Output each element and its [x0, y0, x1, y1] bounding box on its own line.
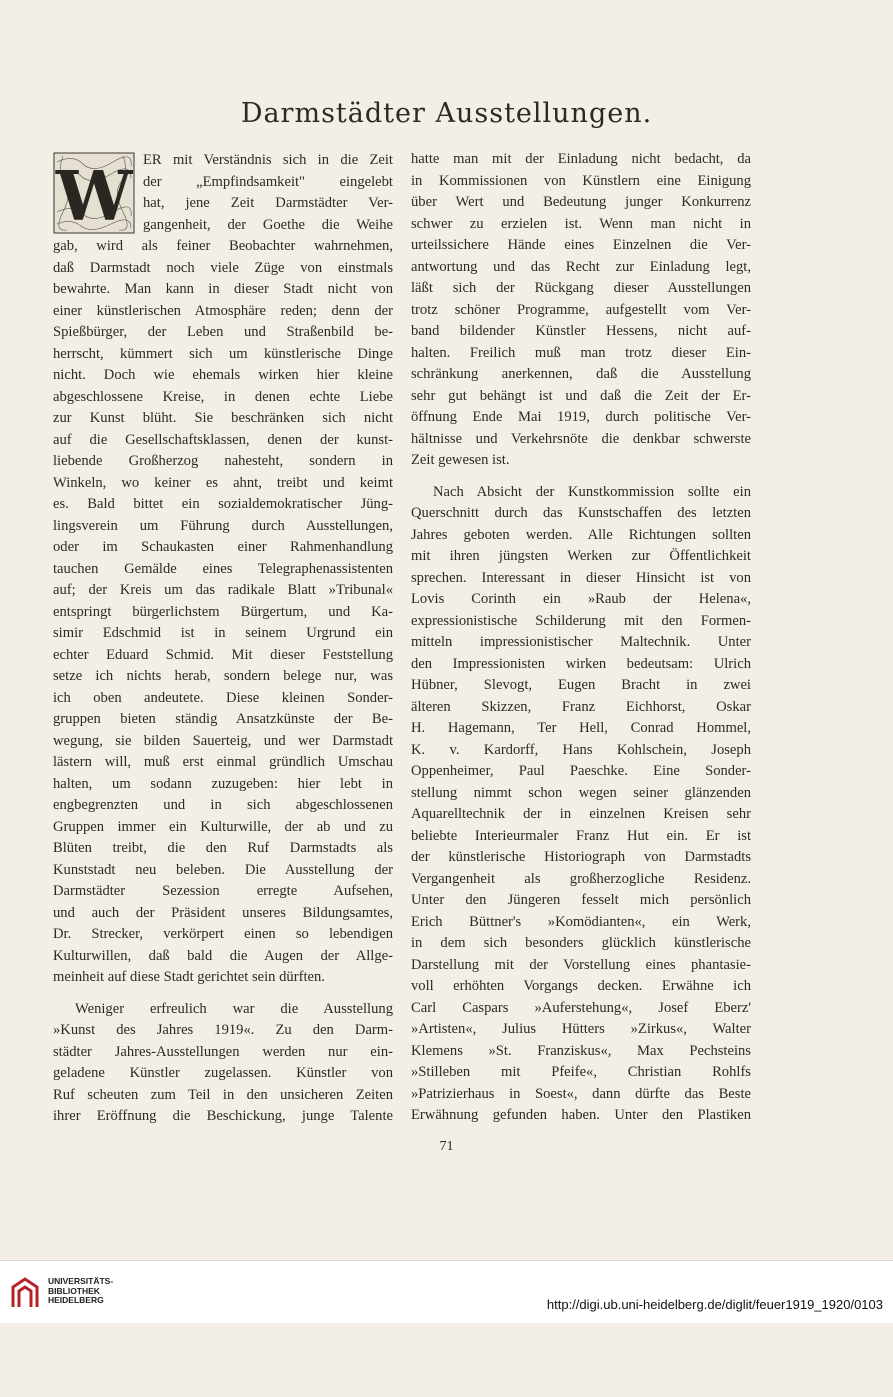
text-line: Darmstädter Sezession erregte Aufsehen, [53, 883, 393, 899]
text-line: gab, wird als feiner Beobachter wahrnehmen, [53, 238, 393, 254]
library-logo-icon [10, 1277, 40, 1311]
text-line: hatte man mit der Einladung nicht bedacht, da [411, 151, 751, 167]
text-line: mit ihren jüngsten Werken zur Öffentlichkeit [411, 548, 751, 564]
text-line: Erwähnung gefunden haben. Unter den Plastiken [411, 1107, 751, 1123]
text-line: lästern will, muß erst einmal gründlich Umschau [53, 754, 393, 770]
text-line: liebende Großherzog nahesteht, sondern in [53, 453, 393, 469]
text-line: Dr. Strecker, verkörpert einen so lebendigen [53, 926, 393, 942]
text-line: über Wert und Bedeutung junger Konkurrenz [411, 194, 751, 210]
text-line: auf; der Kreis um das radikale Blatt »Tribunal« [53, 582, 393, 598]
text-line: läßt sich der Rückgang dieser Ausstellungen [411, 280, 751, 296]
text-line: öffnung Ende Mai 1919, durch politische Ver- [411, 409, 751, 425]
text-line: urteilssichere Hände eines Einzelnen die Ver- [411, 237, 751, 253]
text-line: »Artisten«, Julius Hütters »Zirkus«, Walter [411, 1021, 751, 1037]
text-line: Querschnitt durch das Kunstschaffen des letzten [411, 505, 751, 521]
text-line: gangenheit, der Goethe die Weihe [143, 216, 393, 233]
text-line: voll erhöhten Vorgangs decken. Erwähne ich [411, 978, 751, 994]
text-line: Oppenheimer, Paul Paeschke. Eine Sonder- [411, 763, 751, 779]
text-line: einer künstlerischen Atmosphäre reden; denn der [53, 302, 393, 319]
text-line: ich oben andeutete. Diese kleinen Sonder- [53, 689, 393, 706]
text-line: Carl Caspars »Auferstehung«, Josef Eberz' [411, 999, 751, 1016]
library-line-3: HEIDELBERG [48, 1295, 104, 1305]
text-line: sehr gut behängt ist und daß die Zeit der Er- [411, 387, 751, 404]
text-line: tauchen Gemälde eines Telegraphenassistenten [53, 560, 393, 577]
text-line: städter Jahres-Ausstellungen werden nur ein- [53, 1043, 393, 1060]
text-line: hat, jene Zeit Darmstädter Ver- [143, 195, 393, 211]
text-line: in Kommissionen von Künstlern eine Einigung [411, 172, 751, 189]
text-line: schwer zu erzielen ist. Wenn man nicht in [411, 215, 751, 232]
text-line: Hübner, Slevogt, Eugen Bracht in zwei [411, 677, 751, 693]
source-url-link[interactable]: http://digi.ub.uni-heidelberg.de/diglit/feuer1919_1920/0103 [546, 1297, 883, 1312]
text-line: Winkeln, wo keiner es ahnt, treibt und keimt [53, 474, 393, 491]
right-paragraph-1 [411, 149, 751, 472]
text-line: sprechen. Interessant in dieser Hinsicht ist von [411, 569, 751, 586]
text-line: abgeschlossene Kreise, in denen echte Liebe [53, 388, 393, 405]
text-line: simir Edschmid ist in seinem Urgrund ein [53, 625, 393, 641]
text-line: bewahrte. Man kann in dieser Stadt nicht von [53, 281, 393, 297]
text-line: Lovis Corinth ein »Raub der Helena«, [411, 591, 751, 607]
left-column [53, 150, 393, 1128]
left-paragraph-1 [53, 150, 393, 989]
text-line: gruppen bieten ständig Ansatzkünste der Be- [53, 711, 393, 727]
text-line: mitteln impressionistischer Maltechnik. Unter [411, 634, 751, 650]
page-number: 71 [439, 1139, 454, 1154]
text-line: daß Darmstadt noch viele Züge von einstmals [53, 259, 393, 276]
text-line: nicht. Doch wie ehemals wirken hier kleine [53, 367, 393, 383]
text-line: »Kunst des Jahres 1919«. Zu den Darm- [53, 1022, 393, 1038]
text-line: antwortung und das Recht zur Einladung legt, [411, 258, 751, 275]
left-paragraph-2 [53, 999, 393, 1128]
footer-bar [0, 1260, 893, 1323]
text-line: wegung, sie bilden Sauerteig, und wer Darmstadt [53, 732, 393, 749]
text-line: Ruf scheuten zum Teil in den unsicheren Zeiten [53, 1086, 393, 1103]
text-line: schränkung anerkennen, daß die Ausstellung [411, 366, 751, 382]
text-line: Weniger erfreulich war die Ausstellung [75, 1000, 393, 1017]
initial-letter: W [55, 157, 133, 234]
text-line: ER mit Verständnis sich in die Zeit [143, 152, 393, 168]
text-line: in dem sich besonders glücklich künstlerische [411, 935, 751, 951]
text-line: lingsverein um Führung durch Ausstellungen, [53, 517, 393, 534]
text-line: Erich Büttner's »Komödianten«, ein Werk, [411, 913, 751, 930]
text-line: H. Hagemann, Ter Hell, Conrad Hommel, [411, 720, 751, 736]
text-line: Gruppen immer ein Kulturwille, der ab und zu [53, 818, 393, 835]
text-line: Klemens »St. Franziskus«, Max Pechsteins [411, 1042, 751, 1059]
text-line: band bildender Künstler Hessens, nicht auf- [411, 323, 751, 339]
text-line: der „Empfindsamkeit" eingelebt [143, 173, 393, 190]
text-line: Jahres geboten werden. Alle Richtungen sollten [411, 526, 751, 543]
library-line-1: UNIVERSITÄTS- [48, 1276, 114, 1286]
text-line: meinheit auf diese Stadt gerichtet sein dürften. [53, 969, 325, 985]
text-line: älteren Skizzen, Franz Eichhorst, Oskar [411, 698, 751, 715]
text-line: halten, um sodann zuzugeben: hier lebt in [53, 775, 393, 792]
text-line: Spießbürger, der Leben und Straßenbild be- [53, 324, 393, 340]
text-line: echter Eduard Schmid. Mit dieser Feststellung [53, 646, 393, 663]
text-line: geladene Künstler zugelassen. Künstler von [53, 1065, 393, 1081]
text-line: »Patrizierhaus in Soest«, dann dürfte das Beste [411, 1085, 751, 1102]
text-line: beliebte Interieurmaler Franz Hut ein. Er ist [411, 827, 751, 844]
text-line: der künstlerische Historiograph von Darmstadts [411, 849, 751, 865]
text-line: Unter den Jüngeren fesselt mich persönlich [411, 892, 751, 908]
text-line: den Impressionisten wirken bedeutsam: Ulrich [411, 655, 751, 672]
text-line: expressionistische Schilderung mit den Formen- [411, 612, 751, 629]
text-line: Darstellung mit der Vorstellung eines phantasie- [411, 956, 751, 973]
text-line: trotz schöner Programme, aufgestellt vom Ver- [411, 301, 751, 318]
text-line: engbegrenzten und in sich abgeschlossenen [53, 797, 393, 813]
library-name [48, 1277, 113, 1306]
right-paragraph-2 [411, 482, 751, 1127]
text-line: Blüten treibt, die den Ruf Darmstadts als [53, 840, 393, 856]
article-title: Darmstädter Ausstellungen. [240, 98, 653, 130]
text-line: auf die Gesellschaftsklassen, denen der kunst- [53, 431, 393, 448]
text-line: halten. Freilich muß man trotz dieser Ein- [411, 344, 751, 361]
text-line: setze ich nichts herab, sondern belege nur, was [53, 668, 393, 684]
text-line: und auch der Präsident unseres Bildungsamtes, [53, 904, 393, 921]
text-line: Kunststadt neu beleben. Die Ausstellung der [53, 861, 393, 878]
text-line: entspringt bürgerlichstem Bürgertum, und Ka- [53, 603, 393, 620]
text-line: oder im Schaukasten einer Rahmenhandlung [53, 539, 393, 555]
text-line: Zeit gewesen ist. [411, 452, 510, 468]
text-line: stellung nimmt schon wegen seiner glänzenden [411, 784, 751, 801]
text-line: »Stilleben mit Pfeife«, Christian Rohlfs [411, 1064, 751, 1080]
text-line: K. v. Kardorff, Hans Kohlschein, Joseph [411, 741, 751, 758]
text-line: es. Bald bittet ein sozialdemokratischer Jüng- [53, 496, 393, 512]
text-line: ihrer Eröffnung die Beschickung, junge Talente [53, 1108, 393, 1124]
text-line: zur Kunst blüht. Sie beschränken sich nicht [53, 410, 393, 426]
text-line: Vergangenheit als großherzogliche Residenz. [411, 870, 751, 887]
text-line: Aquarelltechnik der in einzelnen Kreisen sehr [411, 806, 751, 822]
text-line: hältnisse und Verkehrsnöte die denkbar schwerste [411, 430, 751, 447]
text-line: herrscht, kümmert sich um künstlerische Dinge [53, 345, 393, 362]
text-line: Kulturwillen, daß bald die Augen der Allge- [53, 947, 393, 964]
right-column [411, 149, 751, 1127]
text-line: Nach Absicht der Kunstkommission sollte ein [433, 483, 751, 500]
library-line-2: BIBLIOTHEK [48, 1285, 100, 1296]
